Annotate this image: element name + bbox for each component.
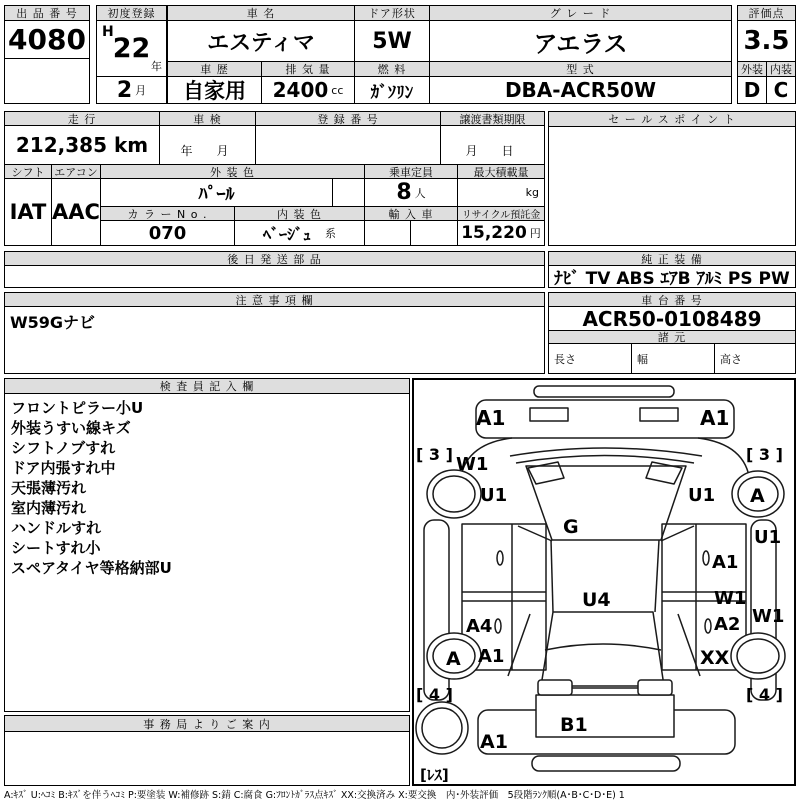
inspection-item: ドア内張すれ中	[11, 459, 116, 477]
right-front-door-handle	[703, 551, 709, 565]
damage-code-windshield: G	[563, 516, 579, 538]
inspection-item: フロントピラー小U	[11, 399, 144, 417]
registration-number-value	[255, 125, 441, 165]
damage-code-left-rear-door: A1	[478, 646, 505, 667]
chassis-number-label: 車 台 番 号	[548, 292, 796, 307]
left-rear-door-handle	[495, 619, 501, 633]
recycle-cell	[457, 220, 545, 246]
interior-color-value: ﾍﾞｰｼﾞｭ	[262, 224, 311, 244]
exterior-grade-value: D	[737, 76, 767, 104]
damage-code-left-pillar: U1	[480, 485, 508, 506]
exterior-color-label: 外 装 色	[100, 164, 365, 179]
notes-label: 注 意 事 項 欄	[4, 292, 545, 307]
specs-length-cell: 長さ	[548, 343, 632, 374]
front-bumper-shape	[476, 400, 734, 438]
taillight-left-shape	[538, 680, 572, 695]
shift-value: IAT	[4, 178, 52, 246]
displacement-cell	[261, 76, 355, 104]
first-registration-month-cell	[96, 76, 167, 104]
interior-color-label: 内 装 色	[234, 206, 365, 221]
recycle-unit: 円	[529, 227, 541, 240]
lot-number-label: 出 品 番 号	[4, 5, 90, 21]
inspection-item: 外装うすい線キズ	[11, 419, 131, 437]
inspection-item: ハンドルすれ	[11, 519, 102, 537]
score-value: 3.5	[737, 20, 796, 62]
damage-code-right-slide-door-upper: W1	[714, 588, 747, 609]
registration-number-label: 登 録 番 号	[255, 111, 441, 126]
sales-point-body	[548, 126, 796, 246]
exterior-label: 外装	[737, 61, 767, 77]
inspection-item: 室内薄汚れ	[11, 499, 87, 517]
specs-height-cell: 高さ	[714, 343, 796, 374]
door-shape-label: ドア形状	[354, 5, 430, 21]
rear-window-arc	[545, 644, 661, 650]
office-notice-body	[4, 731, 410, 786]
displacement-label: 排 気 量	[261, 61, 355, 77]
fuel-value: ｶﾞｿﾘﾝ	[354, 76, 430, 104]
capacity-unit: 人	[414, 186, 426, 200]
damage-code-front-bumper-right: A1	[700, 406, 730, 430]
recycle-value: 15,220	[461, 223, 527, 243]
payload-unit-cell: kg	[457, 178, 545, 207]
tread-depth-front-right: [ 3 ]	[746, 445, 783, 464]
damage-code-right-slide-door-lower: A2	[714, 614, 741, 635]
specs-width-cell: 幅	[631, 343, 715, 374]
score-label: 評価点	[737, 5, 796, 21]
displacement-value: 2400	[272, 78, 329, 102]
damage-code-front-left-fender: W1	[456, 454, 489, 475]
aircon-label: エアコン	[51, 164, 101, 179]
exterior-color-value: ﾊﾟｰﾙ	[100, 178, 333, 207]
tread-depth-rear-right: [ 4 ]	[746, 685, 783, 704]
left-bpillar-line	[518, 526, 552, 541]
rear-right-wheel-inner	[737, 639, 779, 673]
capacity-cell	[364, 178, 458, 207]
damage-diagram-panel	[412, 378, 796, 786]
damage-code-right-pillar: U1	[688, 485, 716, 506]
model-code-value: DBA-ACR50W	[429, 76, 732, 104]
import-label: 輸 入 車	[364, 206, 458, 221]
car-name-label: 車 名	[167, 5, 355, 21]
inspection-item: シートすれ小	[11, 539, 101, 557]
lot-number-value: 4080	[4, 20, 90, 59]
lot-empty-cell	[4, 58, 90, 104]
later-parts-label: 後 日 発 送 部 品	[4, 251, 545, 266]
headlight-right-shape	[640, 408, 678, 421]
license-plate-shape	[532, 756, 680, 771]
recycle-label: リサイクル預託金	[457, 206, 545, 221]
history-label: 車 歴	[167, 61, 262, 77]
damage-code-right-side-lower: W1	[752, 606, 785, 627]
headlight-left-shape	[530, 408, 568, 421]
damage-code-front-right-wheel: A	[750, 485, 765, 507]
damage-code-rear-bumper: A1	[480, 731, 508, 753]
fuel-label: 燃 料	[354, 61, 430, 77]
capacity-label: 乗車定員	[364, 164, 458, 179]
interior-color-suffix: 系	[325, 227, 336, 240]
year-unit: 年	[151, 60, 162, 73]
inspector-notes-body	[4, 393, 410, 712]
tread-depth-front-left: [ 3 ]	[416, 445, 453, 464]
color-no-value: 070	[100, 220, 235, 246]
interior-grade-value: C	[766, 76, 796, 104]
damage-code-right-side-upper: U1	[754, 527, 782, 548]
import-cell-1	[364, 220, 411, 246]
roof-antenna-shape	[534, 386, 674, 397]
right-rear-door-handle	[705, 619, 711, 633]
first-registration-month: 2	[116, 77, 133, 103]
sales-point-label: セ ー ル ス ポ イ ン ト	[548, 111, 796, 127]
transfer-deadline-label: 譲渡書類期限	[440, 111, 545, 126]
inspection-item: スペアタイヤ等格納部U	[11, 559, 172, 577]
displacement-unit: cc	[331, 83, 344, 97]
damage-code-legend: A:ｷｽﾞ U:ﾍｺﾐ B:ｷｽﾞを伴うﾍｺﾐ P:要塗装 W:補修跡 S:錆 C:腐食 G:ﾌﾛﾝﾄｶﾞﾗｽ点ｷｽﾞ XX:交換済み X:要交換 内･外装評価 5段階ﾗﾝｸ順(A･B･C･D･E) 1	[4, 790, 625, 801]
shaken-value: 年 月	[159, 125, 256, 165]
damage-code-rear-right-wheel: XX	[700, 647, 730, 669]
damage-code-front-bumper-left: A1	[476, 406, 506, 430]
rear-gate-shape	[536, 695, 674, 737]
damage-code-rear-gate: B1	[560, 714, 588, 736]
later-parts-body	[4, 265, 545, 288]
roof-left-edge	[551, 540, 553, 612]
car-name-value: エスティマ	[167, 20, 355, 62]
front-left-wheel-inner	[433, 476, 475, 512]
right-bpillar-line	[661, 526, 694, 541]
inspector-notes-label: 検 査 員 記 入 欄	[4, 378, 410, 394]
office-notice-label: 事 務 局 よ り ご 案 内	[4, 715, 410, 732]
interior-color-cell	[234, 220, 365, 246]
roof-right-edge	[655, 540, 659, 612]
taillight-right-shape	[638, 680, 672, 695]
oem-equipment-value: ﾅﾋﾞ TV ABS ｴｱB ｱﾙﾐ PS PW	[548, 265, 796, 288]
history-value: 自家用	[167, 76, 262, 104]
shaken-label: 車 検	[159, 111, 256, 126]
damage-code-rear-left-wheel: A	[446, 648, 461, 670]
notes-body: W59Gナビ	[4, 306, 545, 374]
grade-value: アエラス	[429, 20, 732, 62]
interior-label: 内装	[766, 61, 796, 77]
grade-label: グ レ ー ド	[429, 5, 732, 21]
color-no-label: カ ラ ー N o .	[100, 206, 235, 221]
inspection-item: 天張薄汚れ	[11, 479, 87, 497]
aircon-value: AAC	[51, 178, 101, 246]
import-cell-2	[410, 220, 458, 246]
chassis-number-value: ACR50-0108489	[548, 306, 796, 331]
door-shape-value: 5W	[354, 20, 430, 62]
tread-depth-rear-left: [ 4 ]	[416, 685, 453, 704]
rear-window-shape	[541, 612, 664, 686]
shift-label: シフト	[4, 164, 52, 179]
model-code-label: 型 式	[429, 61, 732, 77]
mileage-value: 212,385 km	[4, 125, 160, 165]
specs-label: 諸 元	[548, 330, 796, 344]
first-registration-year: 22	[112, 33, 151, 64]
first-registration-year-cell	[96, 20, 167, 77]
damage-code-right-front-door: A1	[712, 552, 739, 573]
exterior-color-extra-cell	[332, 178, 365, 207]
inspection-item: シフトノブすれ	[11, 439, 116, 457]
transfer-deadline-value: 月 日	[440, 125, 545, 165]
month-unit: 月	[135, 84, 147, 97]
payload-label: 最大積載量	[457, 164, 545, 179]
left-front-door-handle	[497, 551, 503, 565]
capacity-value: 8	[396, 180, 412, 205]
damage-code-roof: U4	[582, 589, 611, 611]
cowl-line-2	[516, 456, 694, 464]
damage-code-left-slide-door: A4	[466, 616, 493, 637]
oem-equipment-label: 純 正 装 備	[548, 251, 796, 266]
spare-tire-marker: [ﾚｽ]	[420, 766, 449, 784]
first-registration-label: 初度登録	[96, 5, 167, 21]
mileage-label: 走 行	[4, 111, 160, 126]
spare-wheel-inner	[422, 708, 462, 748]
car-damage-diagram	[414, 380, 794, 784]
era-letter: H	[102, 24, 114, 40]
